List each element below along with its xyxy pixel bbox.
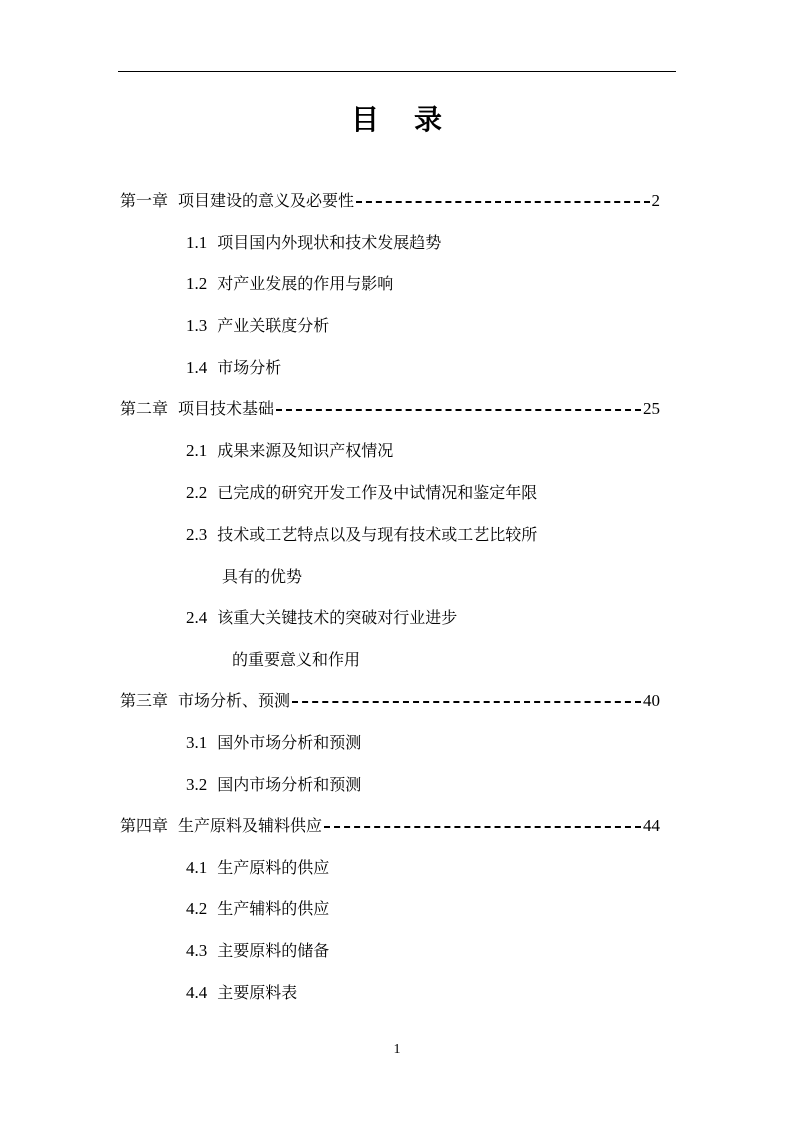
toc-section-2-2[interactable]: [186, 481, 537, 505]
toc-section-2-4[interactable]: [186, 606, 457, 630]
toc-section-1-1[interactable]: [186, 231, 441, 255]
section-number: 2.1: [186, 441, 208, 460]
chapter-page: 40: [643, 691, 660, 710]
section-number: 1.3: [186, 316, 208, 335]
section-number: 1.1: [186, 233, 208, 252]
section-title: 主要原料表: [217, 983, 298, 1002]
section-title: 国内市场分析和预测: [217, 775, 362, 794]
section-title: 产业关联度分析: [217, 316, 330, 335]
toc-section-2-3[interactable]: [186, 523, 537, 547]
toc-section-2-3-continuation[interactable]: [222, 565, 302, 589]
toc-section-1-3[interactable]: [186, 314, 329, 338]
chapter-label: 第二章: [120, 399, 169, 418]
section-title: 主要原料的储备: [217, 941, 330, 960]
toc-section-4-4[interactable]: [186, 981, 297, 1005]
toc-section-2-1[interactable]: [186, 439, 393, 463]
toc-section-1-2[interactable]: [186, 272, 393, 296]
section-title: 项目国内外现状和技术发展趋势: [217, 233, 442, 252]
section-number: 3.1: [186, 733, 208, 752]
section-number: 4.3: [186, 941, 208, 960]
section-number: 1.4: [186, 358, 208, 377]
toc-section-2-4-continuation[interactable]: [232, 648, 360, 672]
section-title: 对产业发展的作用与影响: [217, 274, 394, 293]
dot-leader: [276, 409, 641, 411]
section-title: 已完成的研究开发工作及中试情况和鉴定年限: [217, 483, 538, 502]
section-title: 生产辅料的供应: [217, 899, 330, 918]
section-title-continuation: 的重要意义和作用: [232, 650, 361, 669]
toc-chapter-3[interactable]: [120, 689, 660, 713]
chapter-label: 第四章: [120, 816, 169, 835]
section-number: 4.2: [186, 899, 208, 918]
section-number: 3.2: [186, 775, 208, 794]
page-title: [0, 98, 794, 138]
toc-chapter-4[interactable]: [120, 814, 660, 838]
section-title: 国外市场分析和预测: [217, 733, 362, 752]
chapter-page: 25: [643, 399, 660, 418]
toc-chapter-1[interactable]: [120, 189, 660, 213]
section-title: 市场分析: [217, 358, 282, 377]
toc-section-4-1[interactable]: [186, 856, 329, 880]
dot-leader: [292, 701, 641, 703]
chapter-page: 2: [651, 191, 660, 210]
section-number: 2.2: [186, 483, 208, 502]
toc-section-3-1[interactable]: [186, 731, 361, 755]
toc-section-4-3[interactable]: [186, 939, 329, 963]
dot-leader: [324, 826, 641, 828]
chapter-page: 44: [643, 816, 660, 835]
section-number: 4.1: [186, 858, 208, 877]
section-title-continuation: 具有的优势: [222, 567, 303, 586]
chapter-title: 项目技术基础: [178, 399, 275, 418]
toc-section-1-4[interactable]: [186, 356, 281, 380]
page-number: 1: [393, 1042, 401, 1057]
toc-section-3-2[interactable]: [186, 773, 361, 797]
section-title: 该重大关键技术的突破对行业进步: [217, 608, 458, 627]
chapter-title: 市场分析、预测: [178, 691, 291, 710]
section-number: 1.2: [186, 274, 208, 293]
section-title: 技术或工艺特点以及与现有技术或工艺比较所: [217, 525, 538, 544]
header-rule: [118, 71, 676, 72]
section-number: 2.4: [186, 608, 208, 627]
title-char-1: 目: [350, 103, 380, 136]
section-title: 生产原料的供应: [217, 858, 330, 877]
chapter-title: 生产原料及辅料供应: [178, 816, 323, 835]
dot-leader: [356, 201, 649, 203]
section-title: 成果来源及知识产权情况: [217, 441, 394, 460]
chapter-label: 第三章: [120, 691, 169, 710]
chapter-label: 第一章: [120, 191, 169, 210]
title-char-2: 录: [414, 103, 444, 136]
toc-section-4-2[interactable]: [186, 897, 329, 921]
toc-chapter-2[interactable]: [120, 397, 660, 421]
chapter-title: 项目建设的意义及必要性: [178, 191, 355, 210]
section-number: 4.4: [186, 983, 208, 1002]
section-number: 2.3: [186, 525, 208, 544]
